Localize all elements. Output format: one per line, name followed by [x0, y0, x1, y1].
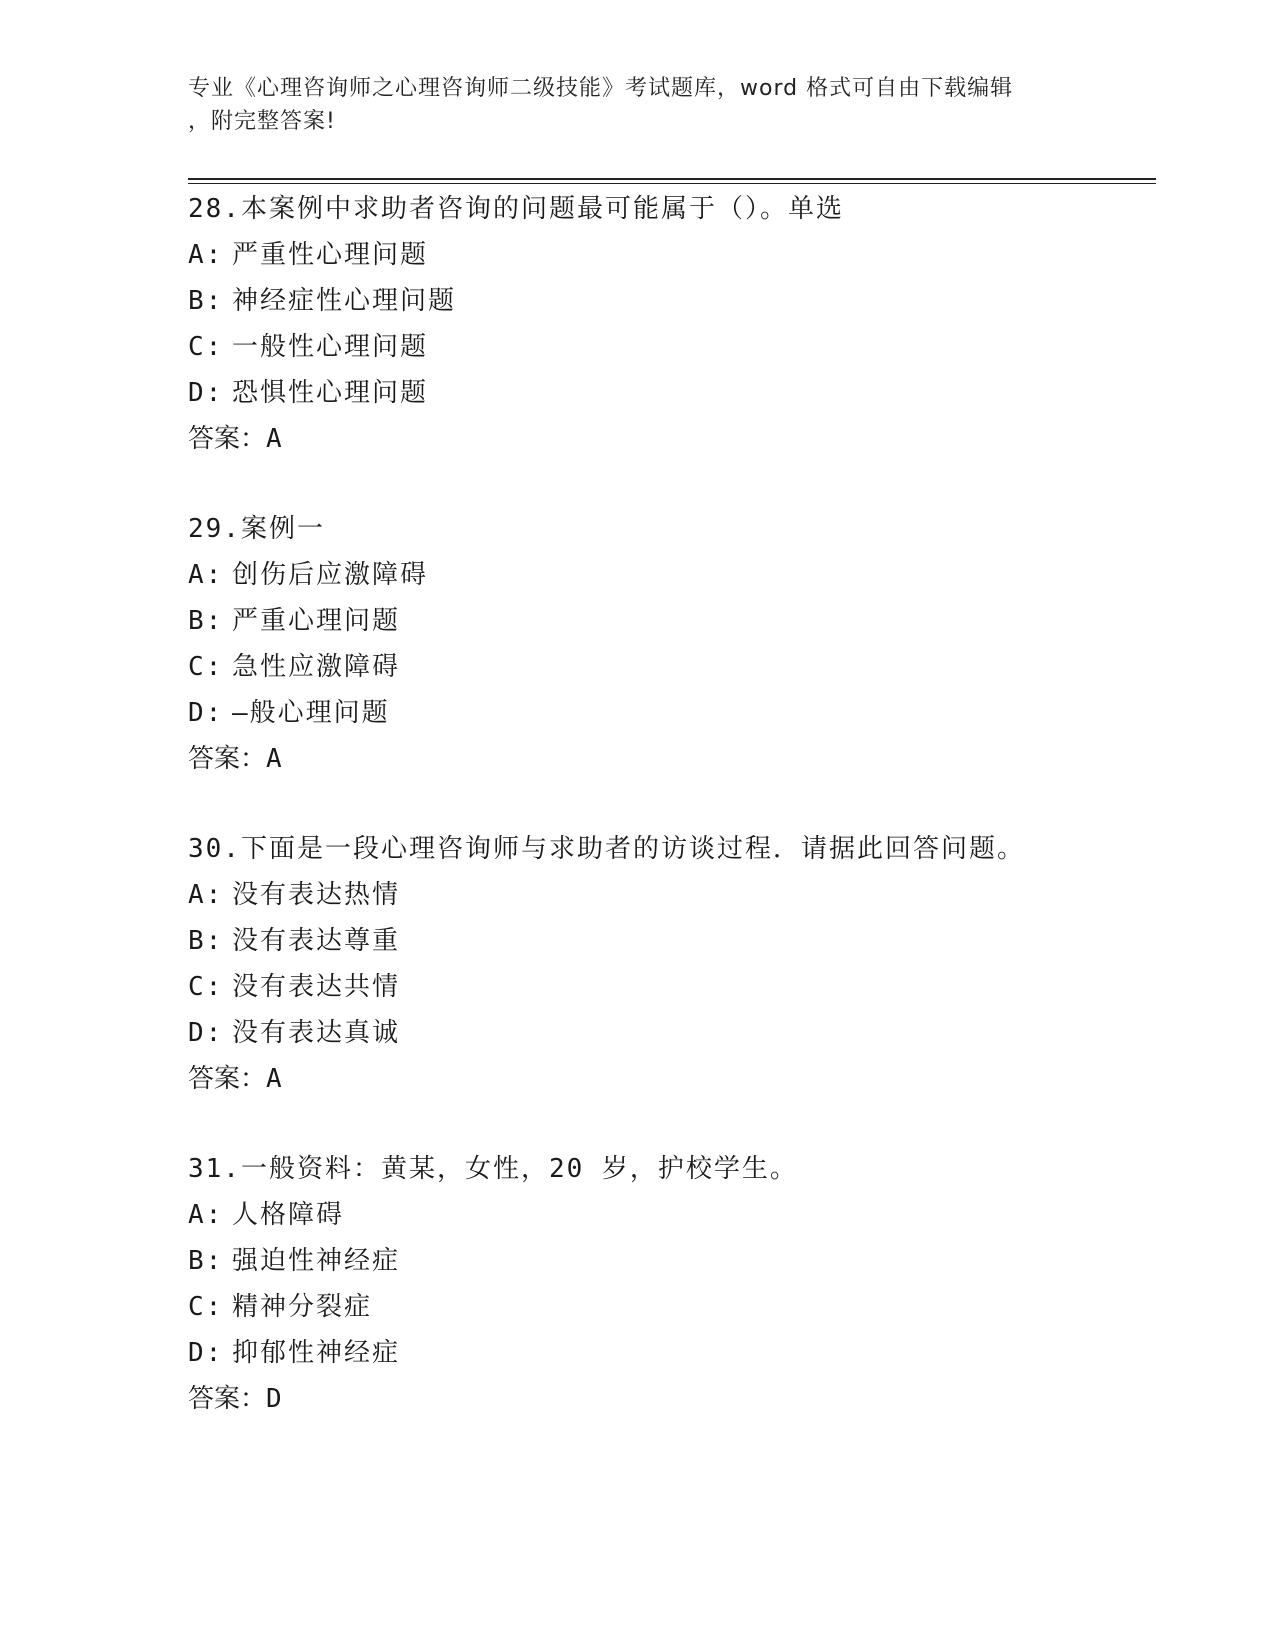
option-d: [188, 690, 1188, 736]
question-title: 31.一般资料：黄某，女性，20 岁，护校学生。: [188, 1154, 798, 1184]
option-letter: D:: [188, 378, 224, 408]
answer-line: [188, 1056, 1188, 1102]
option-text: 没有表达热情: [232, 880, 401, 910]
option-letter: C:: [188, 652, 224, 682]
question-title: 30.下面是一段心理咨询师与求助者的访谈过程．请据此回答问题。: [188, 834, 1025, 864]
answer-label: 答案：: [188, 1064, 267, 1094]
option-text: 神经症性心理问题: [232, 286, 457, 316]
option-letter: A:: [188, 240, 224, 270]
option-c: [188, 1284, 1188, 1330]
answer-value: A: [266, 424, 282, 454]
option-d: [188, 1010, 1188, 1056]
option-letter: D:: [188, 1018, 224, 1048]
answer-label: 答案：: [188, 1384, 267, 1414]
option-letter: A:: [188, 880, 224, 910]
option-text: 没有表达真诚: [232, 1018, 401, 1048]
option-letter: C:: [188, 1292, 224, 1322]
option-letter: B:: [188, 606, 224, 636]
option-text: 严重性心理问题: [232, 240, 429, 270]
option-text: 创伤后应激障碍: [232, 560, 429, 590]
option-letter: D:: [188, 1338, 224, 1368]
option-letter: C:: [188, 332, 224, 362]
answer-line: [188, 416, 1188, 462]
option-text: 一般性心理问题: [232, 332, 429, 362]
option-text: 严重心理问题: [232, 606, 401, 636]
option-letter: C:: [188, 972, 224, 1002]
option-a: [188, 1192, 1188, 1238]
option-d: [188, 1330, 1188, 1376]
option-letter: B:: [188, 926, 224, 956]
answer-label: 答案：: [188, 744, 267, 774]
header-divider-thin: [188, 183, 1156, 184]
option-text: 抑郁性神经症: [232, 1338, 401, 1368]
option-text: —般心理问题: [232, 698, 390, 728]
question-30: [188, 826, 1188, 1102]
option-d: [188, 370, 1188, 416]
option-text: 强迫性神经症: [232, 1246, 401, 1276]
question-title: 28.本案例中求助者咨询的问题最可能属于（）。单选: [188, 194, 844, 224]
option-b: [188, 598, 1188, 644]
document-header: [188, 72, 1088, 138]
option-text: 没有表达尊重: [232, 926, 401, 956]
answer-line: [188, 736, 1188, 782]
option-a: [188, 232, 1188, 278]
header-divider-thick: [188, 178, 1156, 180]
answer-value: D: [266, 1384, 282, 1414]
option-letter: A:: [188, 1200, 224, 1230]
option-text: 精神分裂症: [232, 1292, 373, 1322]
answer-value: A: [266, 744, 282, 774]
question-29: [188, 506, 1188, 782]
option-text: 人格障碍: [232, 1200, 345, 1230]
option-b: [188, 278, 1188, 324]
option-c: [188, 964, 1188, 1010]
option-a: [188, 552, 1188, 598]
question-title: 29.案例一: [188, 514, 325, 544]
answer-value: A: [266, 1064, 282, 1094]
option-a: [188, 872, 1188, 918]
option-text: 恐惧性心理问题: [232, 378, 429, 408]
answer-label: 答案：: [188, 424, 267, 454]
option-b: [188, 1238, 1188, 1284]
question-31: [188, 1146, 1188, 1422]
option-text: 没有表达共情: [232, 972, 401, 1002]
option-letter: B:: [188, 286, 224, 316]
option-text: 急性应激障碍: [232, 652, 401, 682]
option-b: [188, 918, 1188, 964]
question-28: [188, 186, 1188, 462]
option-letter: B:: [188, 1246, 224, 1276]
option-letter: A:: [188, 560, 224, 590]
option-c: [188, 324, 1188, 370]
answer-line: [188, 1376, 1188, 1422]
header-line-1: 专业《心理咨询师之心理咨询师二级技能》考试题库，word 格式可自由下载编辑: [188, 76, 1014, 101]
option-c: [188, 644, 1188, 690]
header-line-2: ，附完整答案!: [188, 109, 336, 134]
option-letter: D:: [188, 698, 224, 728]
